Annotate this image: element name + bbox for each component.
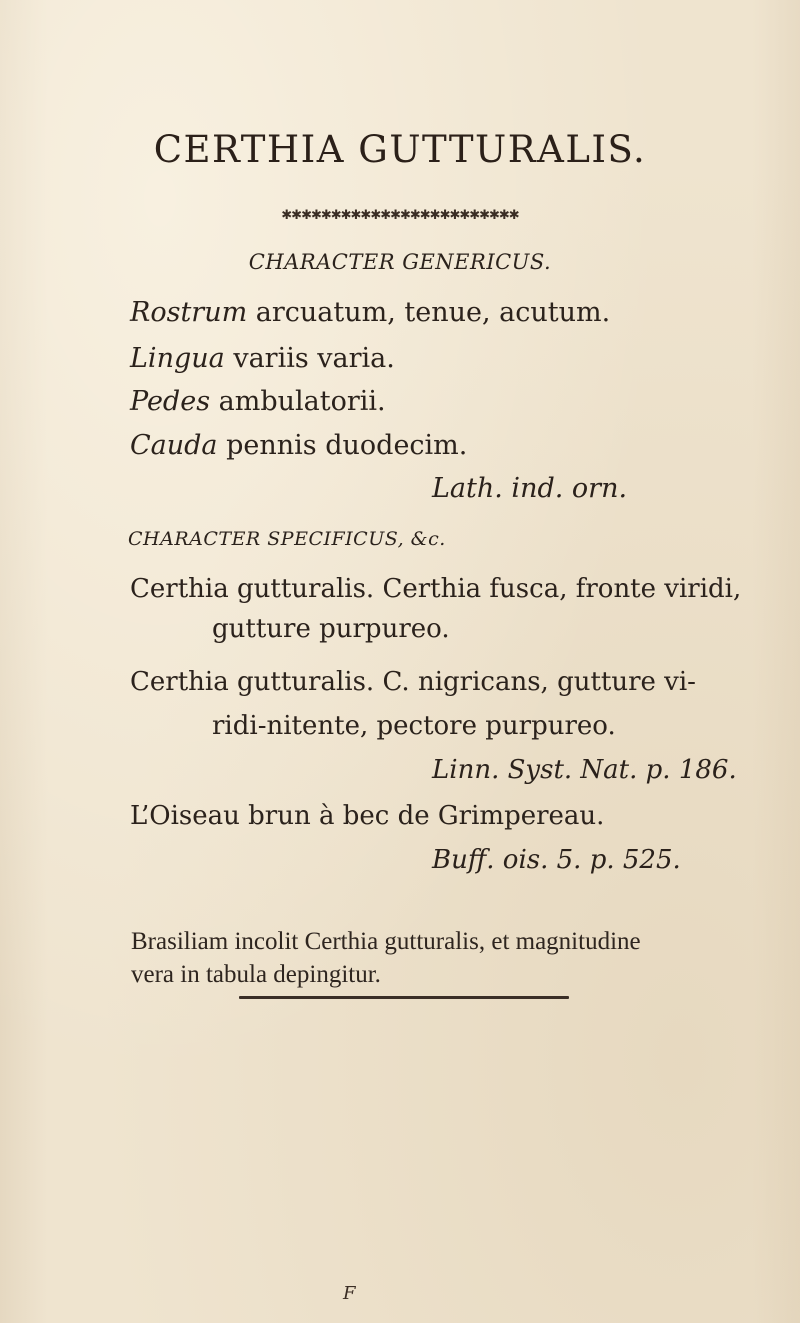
text-lingua: variis varia. (224, 343, 395, 374)
generic-line-lingua (130, 343, 395, 374)
specific-entry1-line2: gutture purpureo. (212, 614, 450, 644)
term-rostrum: Rostrum (130, 297, 248, 328)
linnaeus-reference: Linn. Syst. Nat. p. 186. (432, 755, 737, 785)
page-title: CERTHIA GUTTURALIS. (153, 128, 647, 171)
ornament-divider: ✱✱✱✱✱✱✱✱✱✱✱✱✱✱✱✱✱✱✱✱✱✱✱✱ (281, 208, 519, 223)
buffon-reference: Buff. ois. 5. p. 525. (432, 845, 681, 875)
specific-character-heading: CHARACTER SPECIFICUS, &c. (128, 528, 446, 550)
description-line1: Brasiliam incolit Certhia gutturalis, et magnitudine (131, 928, 641, 955)
signature-mark: F (343, 1283, 356, 1304)
term-cauda: Cauda (130, 430, 218, 461)
text-rostrum: arcuatum, tenue, acutum. (247, 297, 611, 328)
generic-character-heading: CHARACTER GENERICUS. (248, 250, 552, 274)
text-cauda: pennis duodecim. (217, 430, 468, 461)
term-pedes: Pedes (130, 386, 211, 417)
specific-entry3-line1: L’Oiseau brun à bec de Grimpereau. (130, 801, 605, 831)
term-lingua: Lingua (130, 343, 225, 374)
description-line2: vera in tabula depingitur. (131, 961, 381, 988)
specific-entry2-line1: Certhia gutturalis. C. nigricans, gutture vi- (130, 667, 696, 697)
generic-reference: Lath. ind. orn. (432, 473, 628, 504)
generic-line-rostrum (130, 297, 610, 328)
generic-line-cauda (130, 430, 467, 461)
specific-entry2-line2: ridi-nitente, pectore purpureo. (212, 711, 616, 741)
generic-line-pedes (130, 386, 386, 417)
specific-entry1-line1: Certhia gutturalis. Certhia fusca, fronte viridi, (130, 574, 742, 604)
text-pedes: ambulatorii. (210, 386, 386, 417)
section-rule (239, 996, 569, 999)
